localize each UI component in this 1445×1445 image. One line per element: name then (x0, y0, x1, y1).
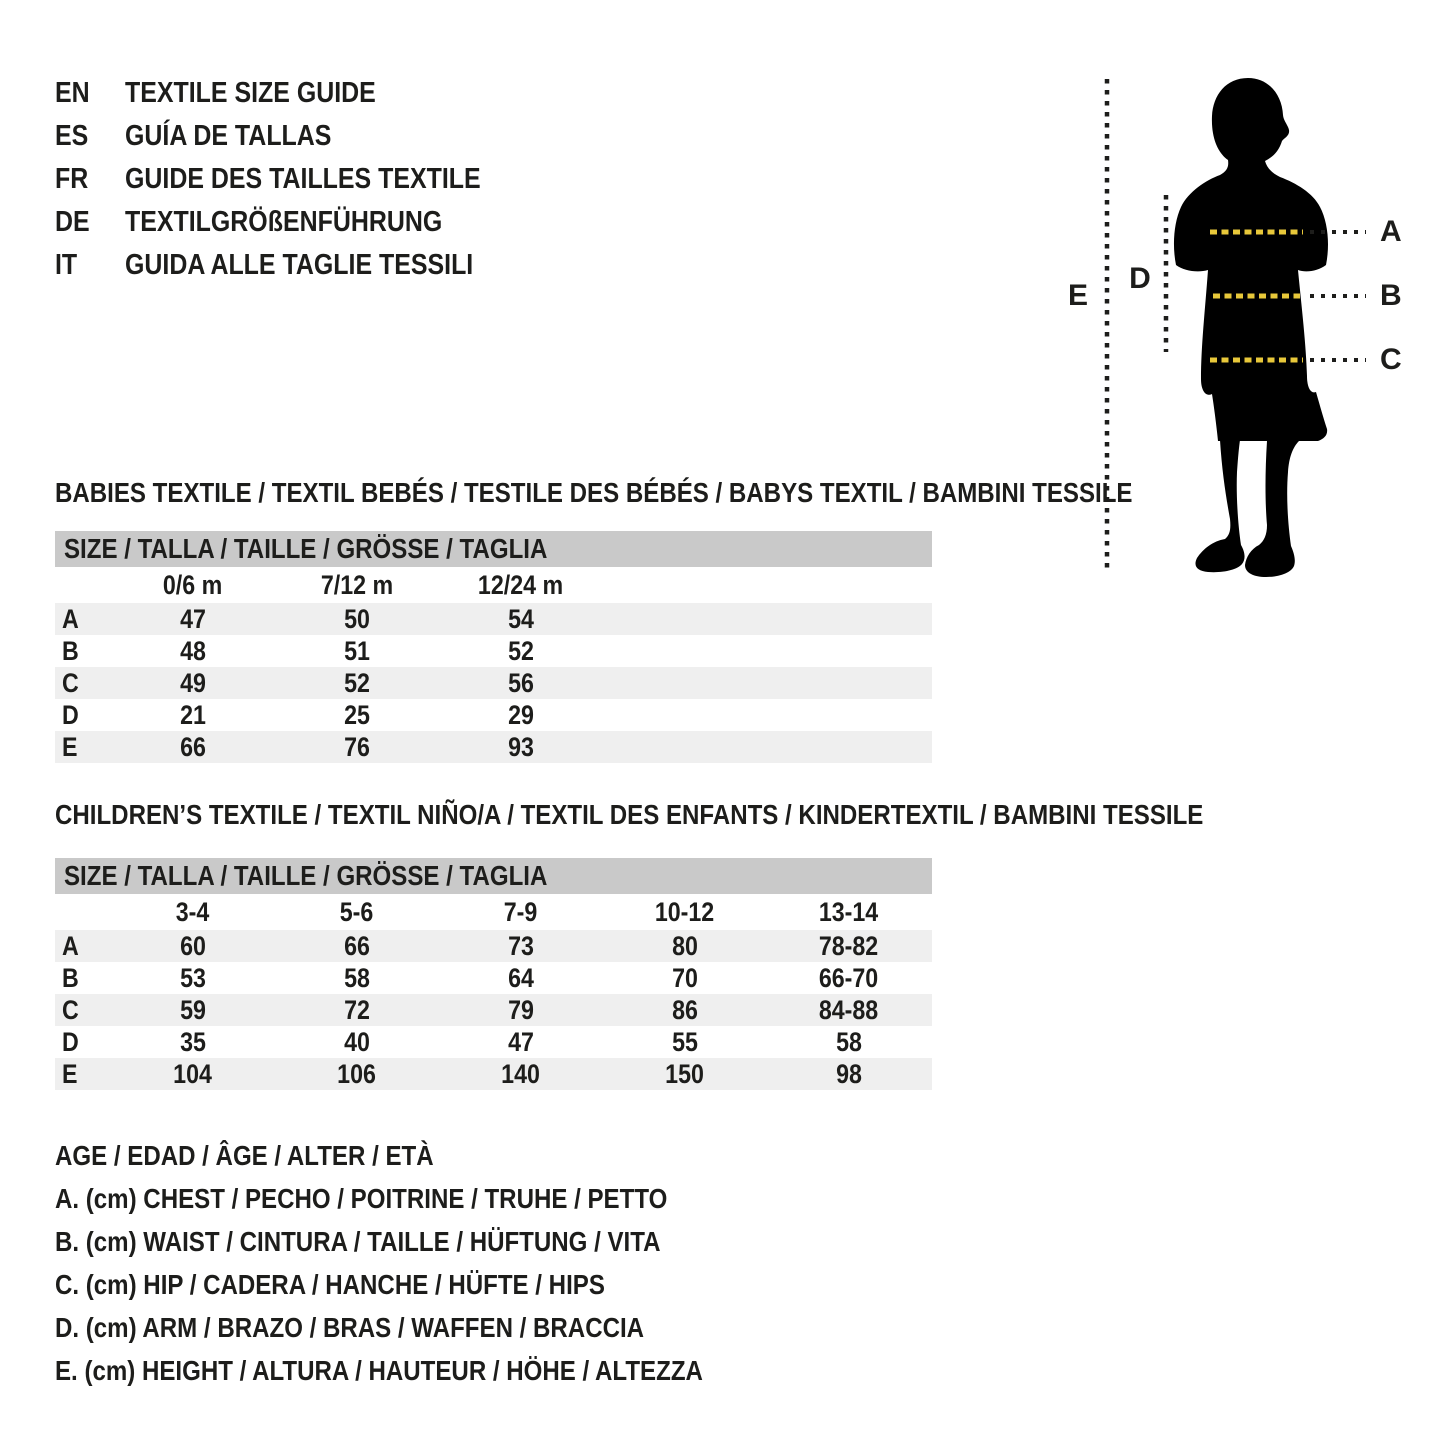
table-cell: 52 (508, 635, 534, 666)
title-row-es (55, 115, 539, 158)
table-cell: 80 (672, 930, 698, 961)
children-size-table (55, 858, 932, 1090)
table-cell: 106 (337, 1058, 377, 1089)
table-row (55, 667, 932, 699)
table-row (55, 1026, 932, 1058)
language-code: IT (55, 249, 78, 281)
page-title: TEXTILE SIZE GUIDE (125, 77, 376, 109)
babies-size-table (55, 531, 932, 763)
table-cell: 21 (180, 699, 206, 730)
table-cell: 104 (173, 1058, 213, 1089)
table-row (55, 994, 932, 1026)
legend-line-arm: D. (cm) ARM / BRAZO / BRAS / WAFFEN / BRACCIA (55, 1311, 645, 1343)
row-label: C (62, 994, 79, 1025)
table-cell: 66-70 (819, 962, 879, 993)
table-cell: 60 (180, 930, 206, 961)
table-cell: 40 (344, 1026, 370, 1057)
measurement-legend (55, 1134, 808, 1392)
table-cell: 53 (180, 962, 206, 993)
table-cell: 84-88 (819, 994, 879, 1025)
title-row-it (55, 244, 539, 287)
table-cell: 48 (180, 635, 206, 666)
page-title: GUIDA ALLE TAGLIE TESSILI (125, 249, 474, 281)
column-header: 13-14 (819, 896, 879, 927)
legend-line-hip: C. (cm) HIP / CADERA / HANCHE / HÜFTE / HIPS (55, 1268, 605, 1300)
children-column-header-row (55, 894, 932, 930)
measure-label-b: B (1380, 279, 1402, 312)
table-row (55, 962, 932, 994)
column-header: 0/6 m (163, 569, 223, 600)
language-code: ES (55, 120, 89, 152)
table-cell: 76 (344, 731, 370, 762)
arm-measure-line (1129, 195, 1166, 352)
title-row-en (55, 72, 539, 115)
table-row (55, 1058, 932, 1090)
table-row (55, 930, 932, 962)
language-code: EN (55, 77, 90, 109)
table-row (55, 603, 932, 635)
title-block (55, 72, 539, 287)
row-label: B (62, 962, 79, 993)
column-header: 3-4 (176, 896, 210, 927)
table-cell: 93 (508, 731, 534, 762)
table-cell: 56 (508, 667, 534, 698)
table-row (55, 731, 932, 763)
table-cell: 98 (836, 1058, 862, 1089)
column-header: 7/12 m (320, 569, 394, 600)
legend-line-age: AGE / EDAD / ÂGE / ALTER / ETÀ (55, 1139, 434, 1171)
table-cell: 73 (508, 930, 534, 961)
table-cell: 49 (180, 667, 206, 698)
table-cell: 70 (672, 962, 698, 993)
measure-label-a: A (1380, 215, 1402, 248)
row-label: D (62, 1026, 79, 1057)
table-cell: 55 (672, 1026, 698, 1057)
table-cell: 58 (836, 1026, 862, 1057)
title-row-de (55, 201, 539, 244)
legend-line-chest: A. (cm) CHEST / PECHO / POITRINE / TRUHE / PETTO (55, 1182, 668, 1214)
table-cell: 58 (344, 962, 370, 993)
page-title: GUIDE DES TAILLES TEXTILE (125, 163, 481, 195)
language-code: FR (55, 163, 89, 195)
legend-line-height: E. (cm) HEIGHT / ALTURA / HAUTEUR / HÖHE / ALTEZZA (55, 1354, 703, 1386)
table-cell: 140 (501, 1058, 541, 1089)
table-cell: 66 (180, 731, 206, 762)
measure-label-d: D (1129, 262, 1151, 295)
table-cell: 47 (180, 603, 206, 634)
page-title: TEXTILGRÖßENFÜHRUNG (125, 206, 443, 238)
title-row-fr (55, 158, 539, 201)
table-cell: 54 (508, 603, 534, 634)
language-code: DE (55, 206, 90, 238)
babies-section-heading: BABIES TEXTILE / TEXTIL BEBÉS / TESTILE DES BÉBÉS / BABYS TEXTIL / BAMBINI TESSILE (55, 477, 1133, 508)
size-header-bar: SIZE / TALLA / TAILLE / GRÖSSE / TAGLIA (55, 858, 932, 894)
measure-label-c: C (1380, 343, 1402, 376)
table-cell: 66 (344, 930, 370, 961)
table-cell: 86 (672, 994, 698, 1025)
table-cell: 47 (508, 1026, 534, 1057)
table-cell: 64 (508, 962, 534, 993)
size-figure (1060, 60, 1445, 600)
table-cell: 52 (344, 667, 370, 698)
table-cell: 29 (508, 699, 534, 730)
table-cell: 59 (180, 994, 206, 1025)
column-header: 5-6 (340, 896, 374, 927)
column-header: 12/24 m (478, 569, 564, 600)
column-header: 7-9 (504, 896, 538, 927)
size-header-bar: SIZE / TALLA / TAILLE / GRÖSSE / TAGLIA (55, 531, 932, 567)
table-row (55, 699, 932, 731)
babies-column-header-row (55, 567, 932, 603)
table-cell: 35 (180, 1026, 206, 1057)
legend-line-waist: B. (cm) WAIST / CINTURA / TAILLE / HÜFTUNG / VITA (55, 1225, 661, 1257)
table-cell: 25 (344, 699, 370, 730)
row-label: A (62, 603, 79, 634)
table-row (55, 635, 932, 667)
row-label: B (62, 635, 79, 666)
table-cell: 72 (344, 994, 370, 1025)
children-section-heading: CHILDREN’S TEXTILE / TEXTIL NIÑO/A / TEXTIL DES ENFANTS / KINDERTEXTIL / BAMBINI TESSILE (55, 799, 1204, 830)
table-cell: 51 (344, 635, 370, 666)
table-cell: 50 (344, 603, 370, 634)
row-label: A (62, 930, 79, 961)
page-title: GUÍA DE TALLAS (125, 120, 332, 152)
measure-label-e: E (1067, 279, 1089, 312)
table-cell: 150 (665, 1058, 705, 1089)
row-label: D (62, 699, 79, 730)
row-label: C (62, 667, 79, 698)
table-cell: 78-82 (819, 930, 879, 961)
row-label: E (62, 1058, 78, 1089)
row-label: E (62, 731, 78, 762)
table-cell: 79 (508, 994, 534, 1025)
column-header: 10-12 (655, 896, 715, 927)
